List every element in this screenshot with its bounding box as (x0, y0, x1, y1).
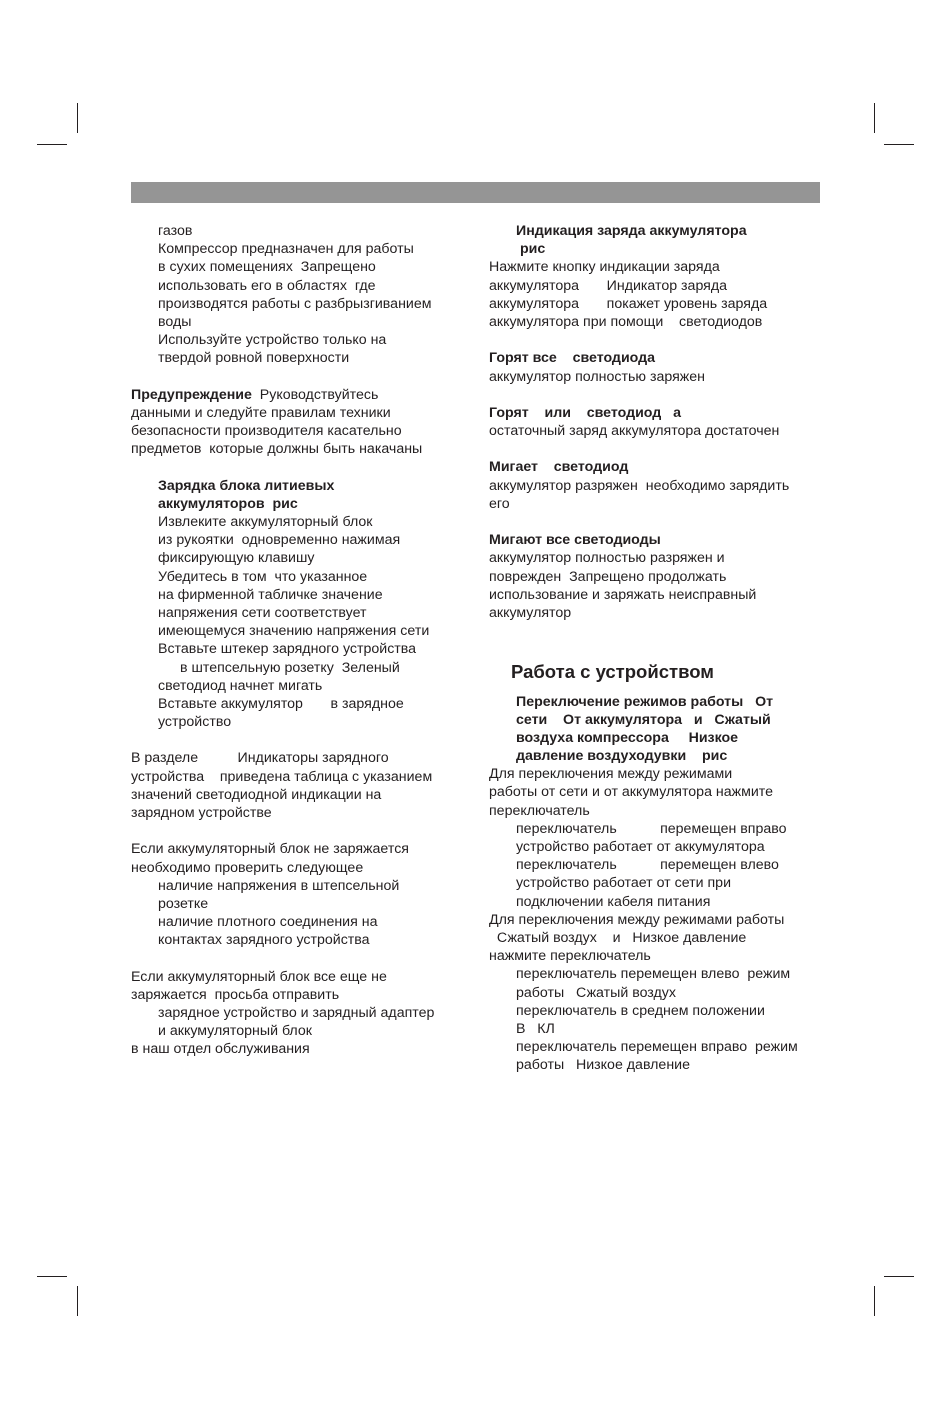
mode-title: Переключение режимов работы От (516, 693, 774, 710)
text-line: наличие напряжения в штепсельной (158, 877, 400, 894)
text-line: В КЛ (516, 1020, 555, 1037)
text-line: Компрессор предназначен для работы (158, 241, 414, 258)
text-line: переключатель перемещен влево (516, 857, 779, 874)
text-line: Извлеките аккумуляторный блок (158, 514, 373, 530)
text-line: аккумулятора при помощи светодиодов (489, 313, 763, 330)
text-line: зарядное устройство и зарядный адаптер (158, 1005, 435, 1022)
text-line: переключатель в среднем положении (516, 1002, 765, 1019)
text-line: Для переключения между режимами работы (489, 911, 785, 928)
crop-mark (884, 144, 914, 145)
text-line: аккумулятора покажет уровень заряда (489, 295, 768, 312)
text-line: устройство работает от аккумулятора (516, 839, 765, 856)
text-line: заряжается просьба отправить (131, 986, 340, 1003)
text-line: в наш отдел обслуживания (131, 1041, 310, 1058)
text-line: работы от сети и от аккумулятора нажмите (489, 784, 774, 801)
crop-mark (37, 144, 67, 145)
text-line: Если аккумуляторный блок все еще не (131, 968, 387, 985)
crop-mark (874, 103, 875, 133)
text-line: из рукоятки одновременно нажимая (158, 532, 401, 549)
text-line: зарядном устройстве (131, 805, 272, 821)
text-line: и аккумуляторный блок (158, 1023, 312, 1040)
state-title: Мигают все светодиоды (489, 532, 661, 549)
mode-title: сети От аккумулятора и Сжатый (516, 711, 771, 728)
text-line: устройство работает от сети при (516, 875, 731, 892)
text-line: Вставьте штекер зарядного устройства (158, 641, 417, 658)
warning-line (131, 386, 476, 404)
text-line: имеющемуся значению напряжения сети (158, 623, 430, 640)
text-line: производятся работы с разбрызгиванием (158, 295, 432, 312)
left-column (131, 222, 476, 1059)
charging-title: аккумуляторов рис (158, 495, 298, 512)
right-column (489, 222, 829, 1074)
text-line: переключатель перемещен вправо режим (516, 1039, 798, 1056)
text-line: значений светодиодной индикации на (131, 786, 382, 803)
text-line: предметов которые должны быть накачаны (131, 441, 423, 458)
text-line: твердой ровной поверхности (158, 350, 350, 367)
crop-mark (874, 1286, 875, 1316)
text-line: подключении кабеля питания (516, 893, 711, 910)
text-line: розетке (158, 895, 209, 912)
text-line: использовать его в областях где (158, 277, 376, 294)
crop-mark (884, 1276, 914, 1277)
text-line: переключатель перемещен влево режим (516, 966, 791, 983)
text-line: напряжения сети соответствует (158, 604, 367, 621)
state-title: Мигает светодиод (489, 459, 629, 476)
text-line: его (489, 495, 510, 512)
text-line: аккумулятор полностью заряжен (489, 368, 705, 385)
text-line: фиксирующую клавишу (158, 550, 315, 567)
text-line: аккумулятор разряжен необходимо зарядить (489, 477, 790, 494)
text-line: безопасности производителя касательно (131, 423, 402, 440)
text-line: аккумулятор полностью разряжен и (489, 550, 725, 567)
header-bar (131, 182, 820, 203)
section-heading: Работа с устройством (511, 660, 714, 682)
text-line: Для переключения между режимами (489, 766, 733, 783)
text-line: В разделе Индикаторы зарядного (131, 750, 389, 767)
text-line: устройства приведена таблица с указанием (131, 768, 433, 785)
crop-mark (37, 1276, 67, 1277)
text-line: данными и следуйте правилам техники (131, 404, 391, 421)
text-line: аккумулятора Индикатор заряда (489, 277, 728, 294)
state-title: Горят все светодиода (489, 350, 656, 367)
text-line: газов (158, 223, 193, 239)
charging-title: Зарядка блока литиевых (158, 477, 335, 494)
text-line: переключатель (489, 802, 590, 819)
warning-text: Руководствуйтесь (251, 386, 379, 403)
text-line: поврежден Запрещено продолжать (489, 568, 727, 585)
mode-title: давление воздуходувки рис (516, 748, 728, 765)
text-line: в сухих помещениях Запрещено (158, 259, 376, 276)
text-line: контактах зарядного устройства (158, 932, 370, 949)
text-line: нажмите переключатель (489, 948, 651, 965)
text-line: переключатель перемещен вправо (516, 820, 787, 837)
state-title: Горят или светодиод а (489, 404, 681, 421)
crop-mark (77, 1286, 78, 1316)
text-line: аккумулятор (489, 604, 572, 621)
text-line: работы Низкое давление (516, 1057, 690, 1074)
text-line: необходимо проверить следующее (131, 859, 364, 876)
text-line: на фирменной табличке значение (158, 586, 383, 603)
text-line: светодиод начнет мигать (158, 677, 323, 694)
text-line: Вставьте аккумулятор в зарядное (158, 695, 404, 712)
crop-mark (77, 103, 78, 133)
indication-title: Индикация заряда аккумулятора (516, 223, 747, 239)
text-line: наличие плотного соединения на (158, 914, 378, 931)
text-line: Сжатый воздух и Низкое давление (489, 929, 747, 946)
text-line: в штепсельную розетку Зеленый (180, 659, 400, 676)
text-line: воды (158, 313, 192, 330)
text-line: использование и заряжать неисправный (489, 586, 757, 603)
text-line: Если аккумуляторный блок не заряжается (131, 841, 409, 858)
text-line: остаточный заряд аккумулятора достаточен (489, 423, 780, 440)
text-line: Убедитесь в том что указанное (158, 568, 368, 585)
text-line: Используйте устройство только на (158, 332, 387, 349)
text-line: устройство (158, 714, 232, 731)
warning-title: Предупреждение (131, 386, 252, 403)
indication-title: рис (516, 241, 546, 258)
mode-title: воздуха компрессора Низкое (516, 729, 739, 746)
text-line: Нажмите кнопку индикации заряда (489, 259, 720, 276)
text-line: работы Сжатый воздух (516, 984, 676, 1001)
